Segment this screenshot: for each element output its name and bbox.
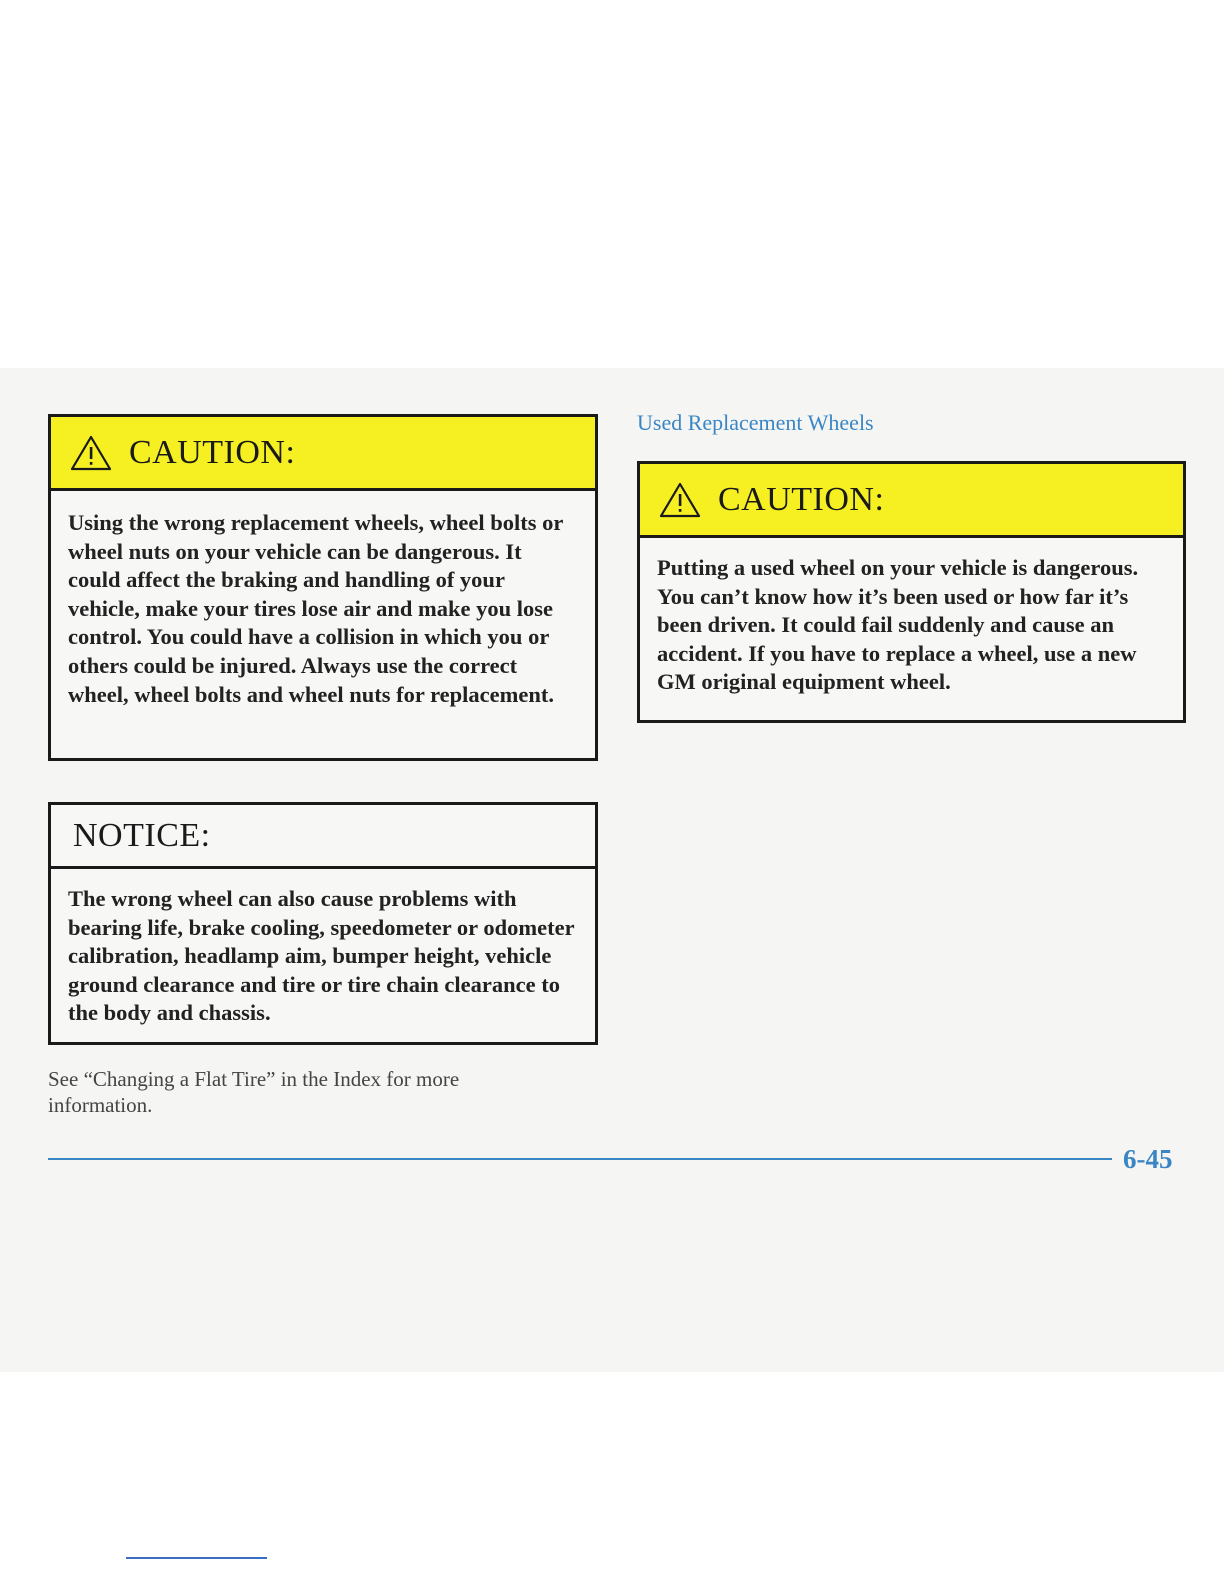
caution-header	[640, 464, 1183, 538]
caution-header	[51, 417, 595, 491]
caution-body: Putting a used wheel on your vehicle is dangerous. You can’t know how it’s been used or how far it’s been driven. It could fail suddenly and cause an accident. If you have to replace a wheel, use a new GM original equipment wheel.	[657, 555, 1139, 695]
see-also-text: See “Changing a Flat Tire” in the Index for more information.	[48, 1067, 460, 1117]
notice-box-wheel-problems	[48, 802, 598, 1045]
caution-title: CAUTION:	[129, 433, 296, 471]
caution-box-used-wheel	[637, 461, 1186, 723]
footer-rule	[48, 1158, 1112, 1160]
caution-body: Using the wrong replacement wheels, wheel bolts or wheel nuts on your vehicle can be dangerous. It could affect the braking and handling of your vehicle, make your tires lose air and make you lose control. You could have a collision in which you or others could be injured. Always use the correct wheel, wheel bolts and wheel nuts for replacement.	[68, 510, 563, 707]
notice-body: The wrong wheel can also cause problems with bearing life, brake cooling, speedometer or odometer calibration, headlamp aim, bumper height, vehicle ground clearance and tire or tire chain clearance to the body and chassis.	[68, 886, 575, 1026]
notice-header	[51, 805, 595, 869]
caution-title: CAUTION:	[718, 480, 885, 518]
section-heading-used-wheels: Used Replacement Wheels	[637, 410, 874, 435]
caution-box-wrong-wheels	[48, 414, 598, 761]
notice-title: NOTICE:	[73, 816, 211, 854]
warning-triangle-icon	[69, 434, 113, 472]
page-number: 6-45	[1123, 1144, 1173, 1174]
bottom-divider	[126, 1557, 267, 1559]
warning-triangle-icon	[658, 481, 702, 519]
